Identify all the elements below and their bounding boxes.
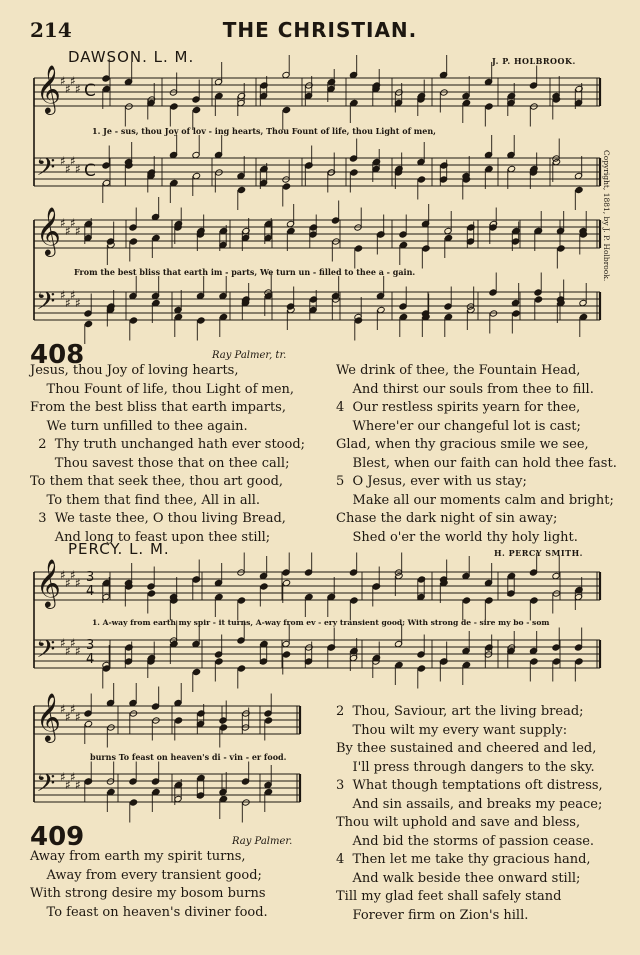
dawson-treble-1-sharp-1: ♯	[65, 82, 71, 96]
dawson-bass-1-clef: 𝄢	[36, 153, 56, 188]
percy-treble-2-sharp-1: ♯	[65, 710, 71, 724]
dawson-treble-2-sharp-1: ♯	[65, 224, 71, 238]
percy-treble-1-clef: 𝄞	[36, 558, 61, 607]
percy-treble-1-sharp-0: ♯	[60, 568, 66, 582]
hymn-408-author: Ray Palmer, tr.	[212, 350, 287, 361]
dawson-treble-1-sharp-0: ♯	[60, 74, 66, 88]
dawson-bass-2-sharp-0: ♯	[60, 288, 66, 302]
dawson-treble-1-sharp-2: ♯	[70, 74, 76, 88]
percy-treble-1-time-bottom: 4	[86, 584, 95, 599]
dawson-bass-2-sharp-2: ♯	[70, 288, 76, 302]
hymn-409-verses-right: 2 Thou, Saviour, art the living bread; Thou wilt my every want supply: By thee sustained and cheered and led, I'll press through dangers to the sky. 3 What though temptations oft distress, And sin assails, and breaks my peace; Thou wilt uphold and save and bless, And bid the storms of passion cease. 4 Then let me take thy gracious hand, And walk beside thee onward still; Till my glad feet shall safely stand Forever firm on Zion's hill.	[336, 704, 603, 923]
dawson-bass-1-sharp-2: ♯	[70, 154, 76, 168]
percy-treble-2-clef: 𝄞	[36, 692, 61, 741]
hymn-number-409: 409	[30, 822, 85, 852]
section-title: THE CHRISTIAN.	[222, 18, 418, 42]
dawson-treble-2-sharp-2: ♯	[70, 216, 76, 230]
percy-bass-1-sharp-2: ♯	[70, 636, 76, 650]
percy-bass-1-sharp-3: ♯	[75, 644, 81, 658]
composer-holbrook: J. P. HOLBROOK.	[492, 56, 576, 66]
tune-name-percy: PERCY. L. M.	[68, 540, 170, 558]
dawson-bass-1-sharp-1: ♯	[65, 162, 71, 176]
hymn-409-author: Ray Palmer.	[232, 836, 293, 847]
percy-bass-1-sharp-0: ♯	[60, 636, 66, 650]
percy-treble-1-time-top: 3	[86, 570, 95, 585]
dawson-treble-1-time-signature: C	[84, 81, 96, 101]
dawson-treble-1-sharp-3: ♯	[75, 82, 81, 96]
percy-bass-2-sharp-1: ♯	[65, 778, 71, 792]
copyright-notice: Copyright, 1881, by J. P. Holbrook.	[602, 150, 611, 282]
dawson-treble-1-clef: 𝄞	[36, 64, 61, 113]
percy-bass-1-time-top: 3	[86, 638, 95, 653]
percy-bass-2-sharp-2: ♯	[70, 770, 76, 784]
composer-percy-smith: H. PERCY SMITH.	[494, 548, 583, 558]
percy-bass-1-sharp-1: ♯	[65, 644, 71, 658]
dawson-bass-2-sharp-3: ♯	[75, 296, 81, 310]
dawson-treble-2-sharp-0: ♯	[60, 216, 66, 230]
percy-treble-1-sharp-2: ♯	[70, 568, 76, 582]
dawson-bass-1-time-signature: C	[84, 161, 96, 181]
hymn-409-verses-left: Away from earth my spirit turns, Away from every transient good; With strong desire my bosom burns To feast on heaven's diviner food.	[30, 849, 268, 920]
dawson-bass-2-clef: 𝄢	[36, 287, 56, 322]
percy-lyrics-line-1: 1. A-way from earth my spir - it turns, A-way from ev - ery transient good; With strong de - sire my bo - som	[92, 618, 550, 627]
percy-treble-1-sharp-3: ♯	[75, 576, 81, 590]
dawson-bass-1-sharp-0: ♯	[60, 154, 66, 168]
percy-lyrics-line-2: burns To feast on heaven's di - vin - er food.	[90, 752, 287, 762]
dawson-lyrics-line-2: From the best bliss that earth im - parts, We turn un - filled to thee a - gain.	[74, 267, 416, 277]
dawson-treble-2-sharp-3: ♯	[75, 224, 81, 238]
dawson-treble-2-clef: 𝄞	[36, 206, 61, 255]
dawson-lyrics-line-1: 1. Je - sus, thou Joy of lov - ing hearts, Thou Fount of life, thou Light of men,	[92, 126, 436, 136]
hymn-408-verses-right: We drink of thee, the Fountain Head, And thirst our souls from thee to fill. 4 Our restless spirits yearn for thee, Where'er our changeful lot is cast; Glad, when thy gracious smile we see, Blest, when our faith can hold thee fast. 5 O Jesus, ever with us stay; Make all our moments calm and bright; Chase the dark night of sin away; Shed o'er the world thy holy light.	[336, 363, 617, 545]
hymn-408-verses-left: Jesus, thou Joy of loving hearts, Thou Fount of life, thou Light of men, From the best bliss that earth imparts, We turn unfilled to thee again. 2 Thy truth unchanged hath ever stood; Thou savest those that on thee call; To them that seek thee, thou art good, To them that find thee, All in all. 3 We taste thee, O thou living Bread, And long to feast upon thee still;	[30, 363, 306, 545]
percy-bass-1-time-bottom: 4	[86, 652, 95, 667]
tune-name-dawson: DAWSON. L. M.	[68, 48, 195, 66]
percy-treble-1-sharp-1: ♯	[65, 576, 71, 590]
percy-bass-2-sharp-3: ♯	[75, 778, 81, 792]
page-number: 214	[30, 18, 72, 42]
percy-treble-2-sharp-0: ♯	[60, 702, 66, 716]
percy-bass-1-clef: 𝄢	[36, 635, 56, 670]
percy-treble-2-sharp-2: ♯	[70, 702, 76, 716]
dawson-bass-2-sharp-1: ♯	[65, 296, 71, 310]
percy-bass-2-clef: 𝄢	[36, 769, 56, 804]
hymn-number-408: 408	[30, 340, 85, 370]
percy-treble-2-sharp-3: ♯	[75, 710, 81, 724]
dawson-bass-1-sharp-3: ♯	[75, 162, 81, 176]
percy-bass-2-sharp-0: ♯	[60, 770, 66, 784]
